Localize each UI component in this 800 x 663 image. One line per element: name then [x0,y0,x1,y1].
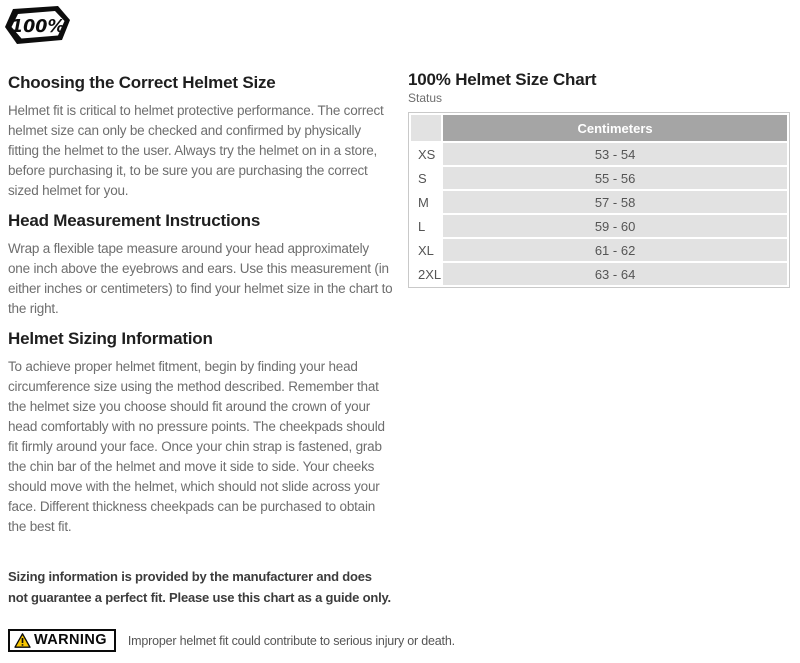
helmet-size-table [408,112,790,288]
size-chart-panel [408,71,790,288]
size-value-cell: 59 - 60 [443,215,787,237]
warning-row [8,629,778,652]
size-value-cell: 57 - 58 [443,191,787,213]
table-row [411,263,787,285]
section-heading: Helmet Sizing Information [8,329,213,348]
manufacturer-disclaimer: Sizing information is provided by the manufacturer and does not guarantee a perfect fit. Please use this chart as a guide only. [8,569,391,605]
table-row [411,167,787,189]
size-label-cell: XS [411,143,441,165]
size-label-cell: 2XL [411,263,441,285]
size-chart-title: 100% Helmet Size Chart [408,70,597,89]
section-head-measurement [8,211,394,319]
size-label-cell: L [411,215,441,237]
warning-box [8,629,116,652]
size-value-cell: 53 - 54 [443,143,787,165]
section-body: To achieve proper helmet fitment, begin by finding your head circumference size using the method described. Remember that the helmet size you choose should fit around the crown of your head comfortably with no pressure points. The cheekpads should fit firmly around your face. Once your chin strap is fastened, grab the chin bar of the helmet and move it side to side. Your cheeks should move with the helmet, which should not slide across your face. Different thickness cheekpads can be purchased to obtain the best fit. [8,359,385,534]
warning-text: Improper helmet fit could contribute to serious injury or death. [127,633,455,648]
section-body: Wrap a flexible tape measure around your head approximately one inch above the eyebrows and ears. Use this measurement (in either inches or centimeters) to find your helmet size in the chart to the right. [8,241,393,316]
logo-text: 100% [10,17,66,37]
table-row [411,143,787,165]
section-choosing-size [8,73,394,201]
section-sizing-information [8,329,394,537]
size-value-cell: 63 - 64 [443,263,787,285]
table-row [411,215,787,237]
section-heading: Head Measurement Instructions [8,211,261,230]
warning-triangle-icon [14,633,31,648]
size-value-cell: 61 - 62 [443,239,787,261]
table-row [411,191,787,213]
100-percent-logo [5,6,71,44]
table-row [411,239,787,261]
centimeters-column-header: Centimeters [443,115,787,141]
section-heading: Choosing the Correct Helmet Size [8,73,276,92]
warning-label: WARNING [34,632,107,649]
section-body: Helmet fit is critical to helmet protective performance. The correct helmet size can only be checked and confirmed by physically fitting the helmet to the user. Always try the helmet on in a store, before purchasing it, to be sure you are purchasing the correct sized helmet for you. [8,103,384,198]
size-label-cell: M [411,191,441,213]
size-label-cell: XL [411,239,441,261]
size-chart-status: Status [408,91,443,105]
table-corner-cell [411,115,441,141]
size-value-cell: 55 - 56 [443,167,787,189]
table-header-row [411,115,787,141]
size-label-cell: S [411,167,441,189]
